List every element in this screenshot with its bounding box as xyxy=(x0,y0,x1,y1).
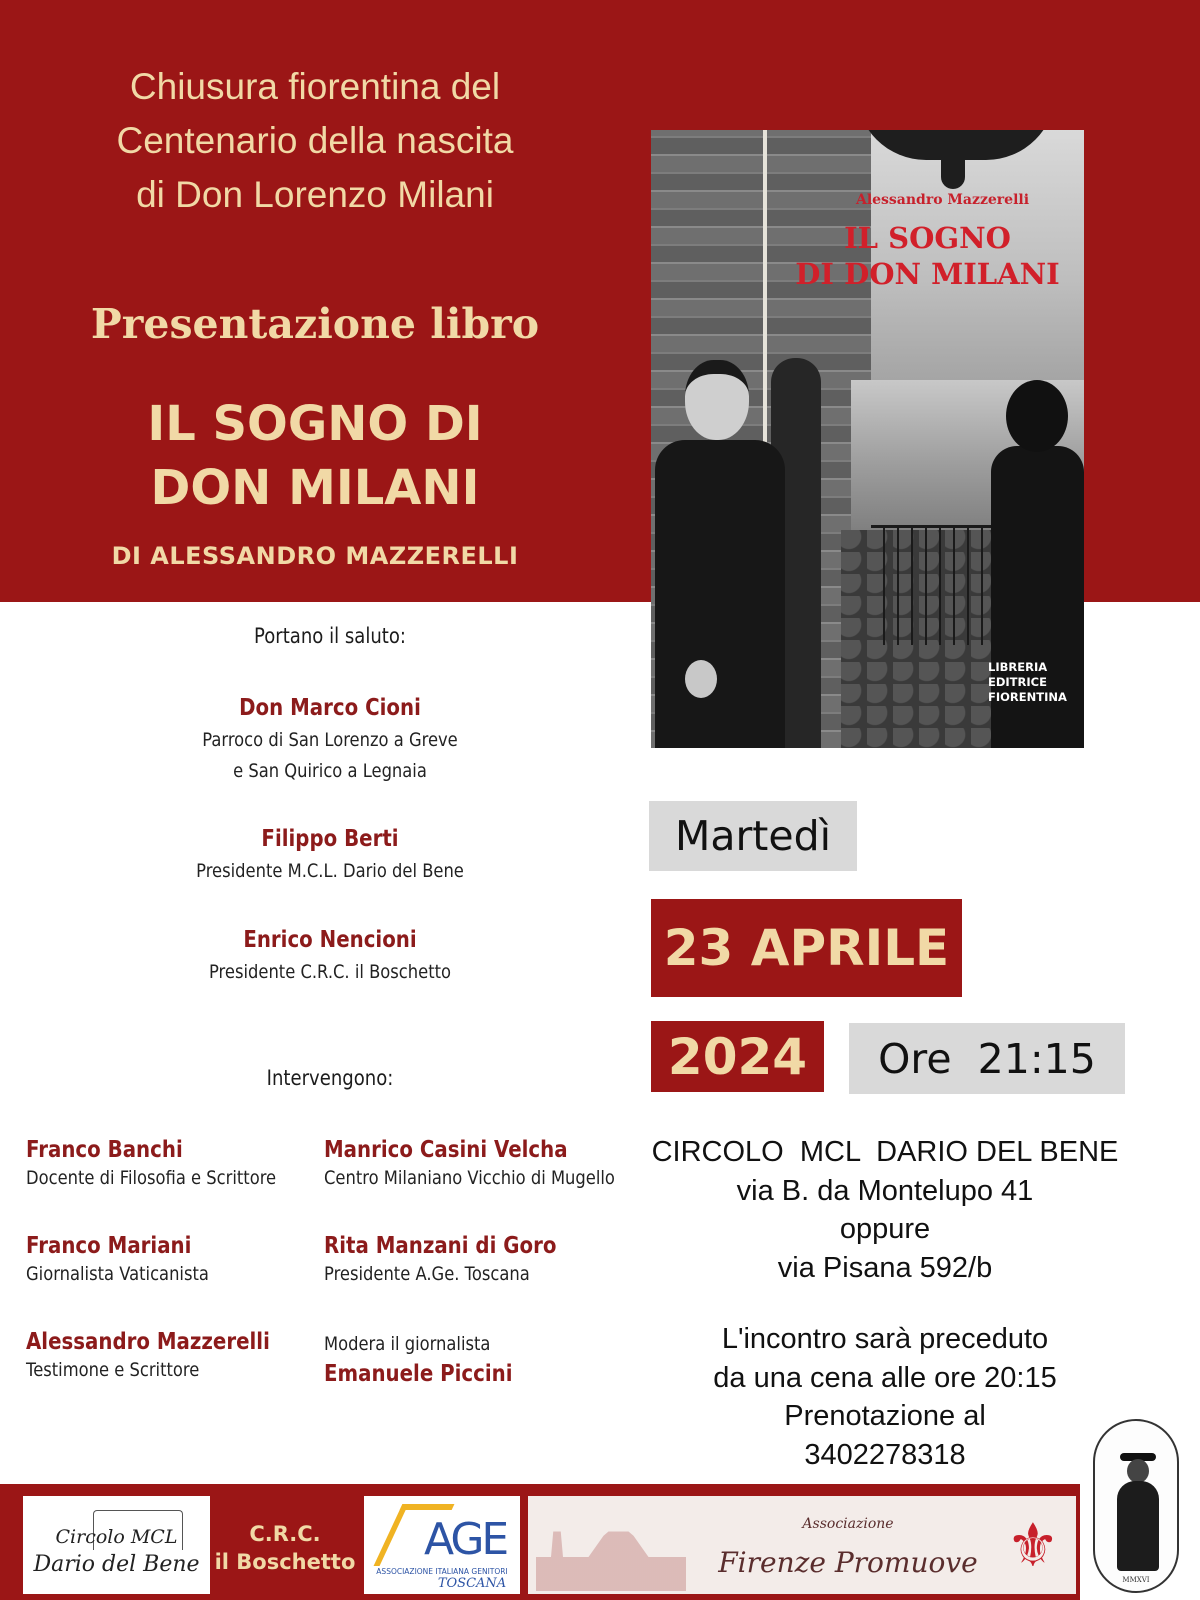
speaker-name: Enrico Nencioni xyxy=(243,927,417,953)
cover-title-line: IL SOGNO xyxy=(844,221,1011,255)
speaker-role: Presidente M.C.L. Dario del Bene xyxy=(196,860,464,882)
cover-title-line: DI DON MILANI xyxy=(795,257,1060,291)
speaker-role: Testimone e Scrittore xyxy=(26,1359,200,1381)
logo-text: Circolo MCL xyxy=(55,1526,178,1548)
logo-text: Associazione xyxy=(802,1516,894,1532)
section-title: Portano il saluto: xyxy=(253,624,407,648)
speaker-role: Parroco di San Lorenzo a Greve xyxy=(202,729,458,751)
speaker-role: Centro Milaniano Vicchio di Mugello xyxy=(324,1167,615,1189)
publisher-line: FIORENTINA xyxy=(988,690,1067,704)
age-mark: AGE xyxy=(424,1514,507,1565)
priest-body xyxy=(655,440,785,748)
book-title-line: DON MILANI xyxy=(150,460,480,516)
crc-boschetto-label xyxy=(212,1520,358,1576)
greeting-speaker xyxy=(130,826,530,887)
bell-clapper xyxy=(941,155,965,189)
moderator-name: Emanuele Piccini xyxy=(324,1361,513,1387)
dinner-line: da una cena alle ore 20:15 xyxy=(713,1361,1057,1394)
phone-number: 3402278318 xyxy=(804,1438,966,1471)
greeting-speaker xyxy=(130,927,530,988)
logo-text: Firenze Promuove xyxy=(718,1546,978,1579)
logo-text: ASSOCIAZIONE ITALIANA GENITORI xyxy=(376,1567,508,1576)
section-title: Intervengono: xyxy=(266,1066,394,1090)
logo-text: TOSCANA xyxy=(437,1576,507,1591)
seal-figure xyxy=(1117,1481,1159,1571)
venue-line: CIRCOLO MCL DARIO DEL BENE xyxy=(651,1136,1119,1168)
time-label: Ore 21:15 xyxy=(849,1023,1125,1094)
speaker-entry xyxy=(26,1137,276,1189)
priest-hand xyxy=(685,660,717,698)
crc-line: C.R.C. xyxy=(249,1522,321,1546)
speaker-role: Presidente A.Ge. Toscana xyxy=(324,1263,530,1285)
publisher-line: EDITRICE xyxy=(988,675,1047,689)
venue-line: oppure xyxy=(839,1213,931,1245)
seal-head xyxy=(1127,1459,1149,1483)
speaker-name: Rita Manzani di Goro xyxy=(324,1233,557,1259)
speaker-name: Manrico Casini Velcha xyxy=(324,1137,568,1163)
venue-line: via B. da Montelupo 41 xyxy=(736,1174,1034,1207)
date-label: 23 APRILE xyxy=(651,899,962,997)
speaker-role: Docente di Filosofia e Scrittore xyxy=(26,1167,277,1189)
weekday-label: Martedì xyxy=(649,801,857,871)
dinner-info xyxy=(640,1320,1130,1474)
speaker-entry xyxy=(324,1137,615,1189)
dinner-line: Prenotazione al xyxy=(784,1400,986,1432)
priest-head xyxy=(685,360,749,440)
moderator-entry xyxy=(324,1333,513,1387)
crc-line: il Boschetto xyxy=(214,1550,356,1574)
don-milani-committee-seal xyxy=(1093,1419,1179,1593)
speaker-entry xyxy=(26,1329,270,1381)
speaker-entry xyxy=(26,1233,209,1285)
logo-text: Dario del Bene xyxy=(33,1552,200,1577)
speaker-name: Franco Mariani xyxy=(26,1233,192,1259)
greeting-speaker xyxy=(130,695,530,787)
boy-head xyxy=(1006,380,1068,452)
age-toscana-logo xyxy=(364,1496,520,1594)
subtitle-line: di Don Lorenzo Milani xyxy=(136,174,494,215)
speaker-role: Presidente C.R.C. il Boschetto xyxy=(208,961,452,983)
florence-skyline-icon xyxy=(536,1506,686,1591)
dinner-line: L'incontro sarà preceduto xyxy=(721,1323,1049,1355)
book-title-line: IL SOGNO DI xyxy=(147,396,483,452)
speaker-name: Alessandro Mazzerelli xyxy=(26,1329,270,1355)
moderator-label: Modera il giornalista xyxy=(324,1333,491,1355)
speakers-title xyxy=(130,1066,530,1090)
speaker-entry xyxy=(324,1233,556,1285)
venue-info xyxy=(640,1133,1130,1287)
subtitle-line: Centenario della nascita xyxy=(116,120,514,161)
firenze-promuove-logo xyxy=(528,1496,1076,1594)
cover-author: Alessandro Mazzerelli xyxy=(855,192,1030,208)
book-cover-image xyxy=(651,130,1084,748)
cover-title xyxy=(651,220,1084,292)
speaker-name: Don Marco Cioni xyxy=(239,695,421,721)
speaker-role: Giornalista Vaticanista xyxy=(26,1263,209,1285)
cover-publisher xyxy=(988,660,1067,705)
circolo-mcl-logo xyxy=(23,1496,210,1594)
subtitle-line: Chiusura fiorentina del xyxy=(129,66,501,107)
year-label: 2024 xyxy=(651,1021,824,1092)
speaker-role: e San Quirico a Legnaia xyxy=(233,760,427,782)
book-title xyxy=(30,392,600,520)
venue-line: via Pisana 592/b xyxy=(777,1251,993,1284)
author-line: DI ALESSANDRO MAZZERELLI xyxy=(111,542,519,570)
speaker-name: Filippo Berti xyxy=(261,826,399,852)
event-subtitle xyxy=(30,60,600,222)
speaker-name: Franco Banchi xyxy=(26,1137,183,1163)
florence-lily-icon: ⚜ xyxy=(1006,1511,1060,1581)
presentation-heading: Presentazione libro xyxy=(90,300,540,348)
seal-year: MMXVI xyxy=(1122,1576,1150,1584)
publisher-line: LIBRERIA xyxy=(988,660,1048,674)
priest-figure xyxy=(655,360,785,748)
greetings-title xyxy=(130,624,530,648)
